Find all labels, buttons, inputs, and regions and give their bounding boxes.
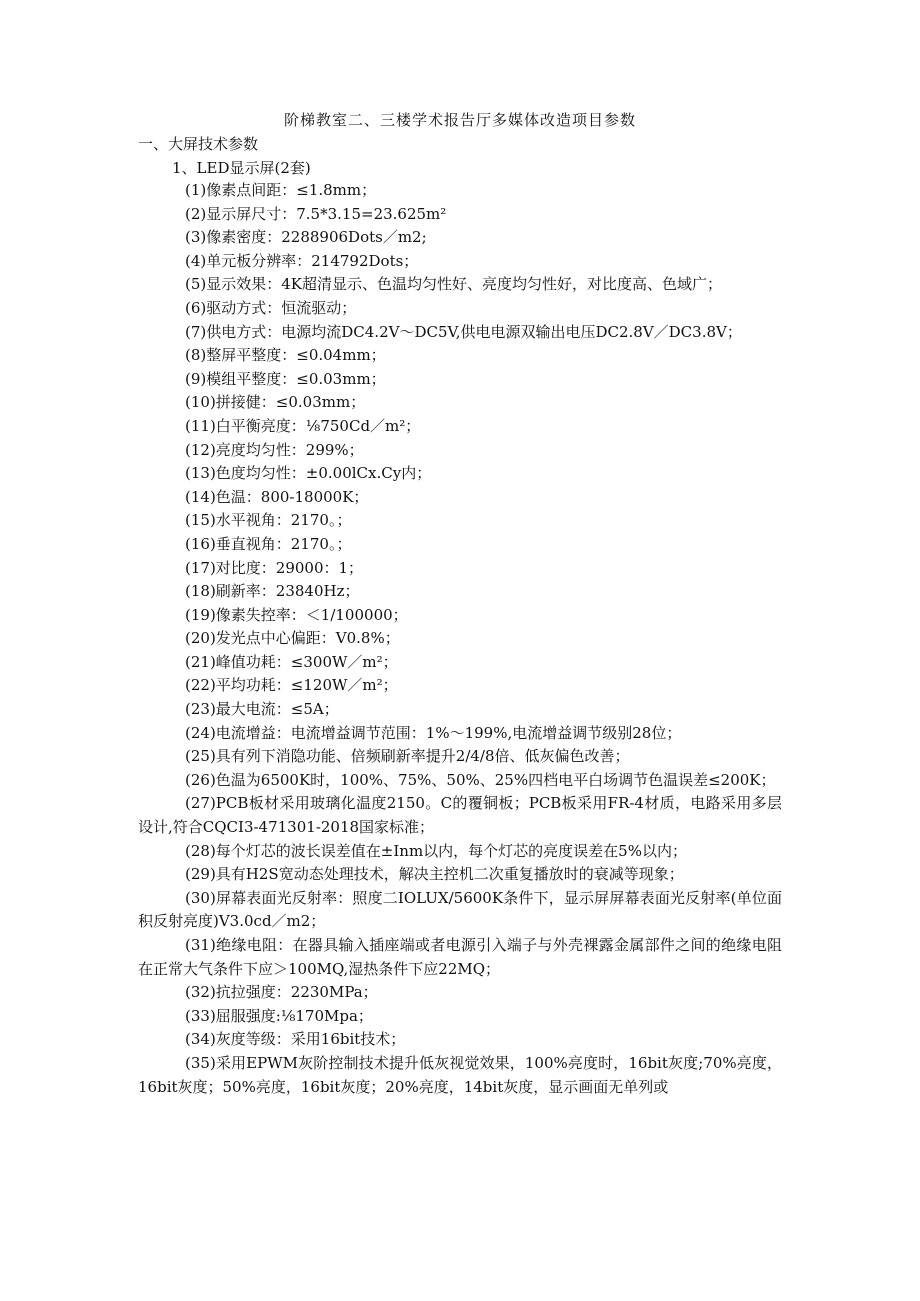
parameter-item: (12)亮度均匀性：299%； [185, 440, 364, 459]
section-heading: 一、大屏技术参数 [138, 135, 259, 153]
parameter-item: (28)每个灯芯的波长误差值在±Inm以内，每个灯芯的亮度误差在5%以内； [185, 841, 687, 860]
parameter-item: (16)垂直视角：2170。； [185, 534, 352, 553]
sub-heading: 1、LED显示屏(2套) [172, 159, 311, 177]
parameter-item: (4)单元板分辨率：214792Dots； [185, 251, 419, 270]
parameter-item: (10)拼接健：≤0.03mm； [185, 393, 366, 412]
parameter-item: (14)色温：800-18000K； [185, 487, 369, 506]
parameter-item: (35)采用EPWM灰阶控制技术提升低灰视觉效果，100%亮度时，16bit灰度;70%亮度，16bit灰度；50%亮度，16bit灰度；20%亮度，14bit灰度，显示画面无单列或 [138, 1053, 782, 1096]
parameter-item: (25)具有列下消隐功能、倍频刷新率提升2/4/8倍、低灰偏色改善； [185, 747, 630, 766]
parameter-item: (9)模组平整度：≤0.03mm； [185, 369, 386, 388]
parameter-item: (31)绝缘电阻：在器具输入插座端或者电源引入端子与外壳裸露金属部件之间的绝缘电阻在正常大气条件下应＞100MQ,湿热条件下应22MQ； [138, 936, 782, 978]
parameter-item: (27)PCB板材采用玻璃化温度2150。C的覆铜板；PCB板采用FR-4材质，电路采用多层设计,符合CQCI3-471301-2018国家标准； [138, 794, 782, 837]
parameter-item: (20)发光点中心偏距：V0.8%； [185, 629, 400, 648]
parameter-item: (1)像素点间距：≤1.8mm； [185, 181, 377, 199]
parameter-item: (26)色温为6500K时，100%、75%、50%、25%四档电平白场调节色温误差≤200K； [185, 770, 776, 789]
parameter-item: (18)刷新率：23840Hz； [185, 582, 360, 601]
parameter-list [0, 179, 920, 1099]
parameter-item: (29)具有H2S宽动态处理技术，解决主控机二次重复播放时的衰减等现象； [185, 865, 684, 884]
document-title: 阶梯教室二、三楼学术报告厅多媒体改造项目参数 [283, 111, 636, 129]
parameter-item: (34)灰度等级：采用16bit技术； [185, 1030, 406, 1049]
parameter-item: (21)峰值功耗：≤300W／m²； [185, 652, 398, 671]
parameter-item: (23)最大电流：≤5A； [185, 700, 339, 719]
parameter-item: (8)整屏平整度：≤0.04mm； [185, 346, 386, 365]
parameter-item: (2)显示屏尺寸：7.5*3.15=23.625m² [185, 204, 447, 223]
parameter-item: (32)抗拉强度：2230MPa； [185, 983, 378, 1002]
parameter-item: (5)显示效果：4K超清显示、色温均匀性好、亮度均匀性好，对比度高、色域广； [185, 275, 723, 294]
parameter-item: (19)像素失控率：＜1/100000； [185, 605, 408, 624]
parameter-item: (7)供电方式：电源均流DC4.2V～DC5V,供电电源双输出电压DC2.8V／DC3.8V； [185, 322, 742, 341]
parameter-item: (13)色度均匀性：±0.00lCx.Cy内； [185, 464, 432, 483]
parameter-item: (24)电流增益：电流增益调节范围：1%～199%,电流增益调节级别28位； [185, 723, 682, 742]
parameter-item: (22)平均功耗：≤120W／m²； [185, 676, 398, 695]
parameter-item: (30)屏幕表面光反射率：照度二IOLUX/5600K条件下，显示屏屏幕表面光反射率(单位面积反射亮度)V3.0cd／m2； [138, 888, 782, 931]
parameter-item: (11)白平衡亮度：⅛750Cd／m²； [185, 416, 421, 435]
parameter-item: (3)像素密度：2288906Dots／m2; [185, 228, 427, 247]
parameter-item: (6)驱动方式：恒流驱动； [185, 298, 357, 317]
parameter-item: (15)水平视角：2170。； [185, 511, 352, 530]
parameter-item: (33)屈服强度:⅛170Mpa； [185, 1006, 373, 1025]
parameter-item: (17)对比度：29000：1； [185, 558, 364, 577]
